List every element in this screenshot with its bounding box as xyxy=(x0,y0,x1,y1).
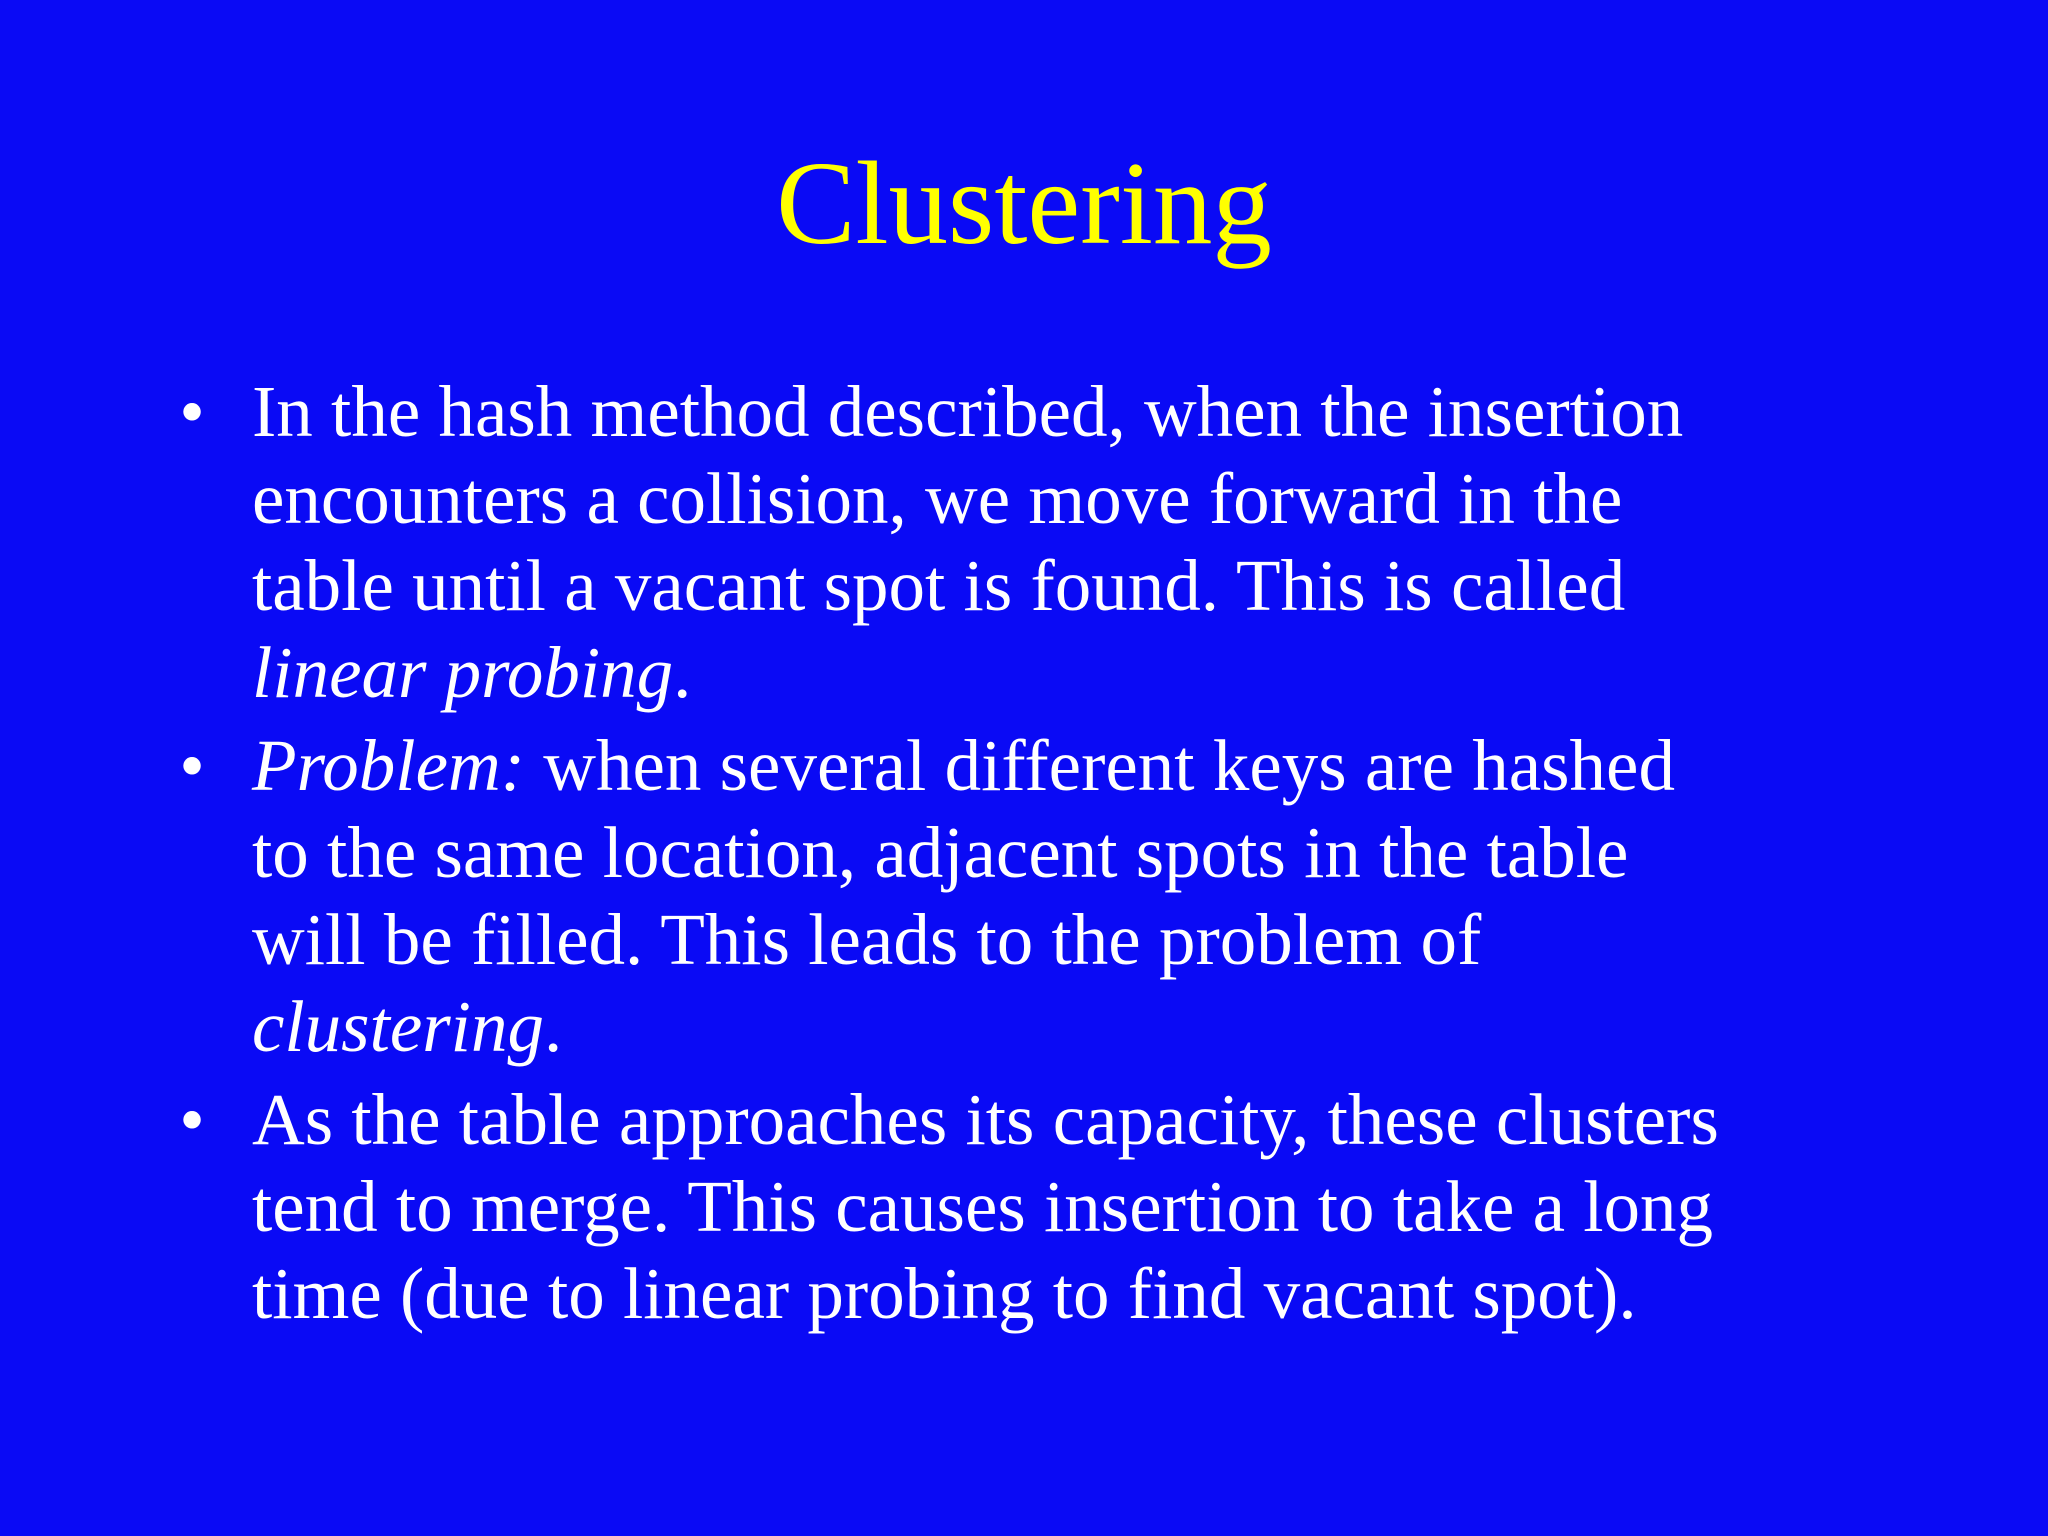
bullet-text xyxy=(252,368,1872,716)
bullet-line: will be filled. This leads to the problem of xyxy=(252,899,1482,980)
slide-title: Clustering xyxy=(776,137,1272,269)
bullet-line: As the table approaches its capacity, these clusters xyxy=(252,1079,1719,1160)
bullet-line: encounters a collision, we move forward in the xyxy=(252,458,1623,539)
punctuation: . xyxy=(673,632,692,713)
bullet-dot: • xyxy=(179,371,205,452)
bullet-text xyxy=(252,1076,1872,1337)
term-problem: Problem: xyxy=(252,725,526,806)
bullet-line: table until a vacant spot is found. This is called xyxy=(252,545,1626,626)
bullet-item-problem xyxy=(172,722,1872,1070)
bullet-text xyxy=(252,722,1872,1070)
bullet-line: tend to merge. This causes insertion to take a long xyxy=(252,1166,1714,1247)
term-linear-probing: linear probing xyxy=(252,632,674,713)
bullet-list xyxy=(172,368,1872,1343)
bullet-line: when several different keys are hashed xyxy=(525,725,1675,806)
bullet-dot: • xyxy=(179,725,205,806)
bullet-item-capacity xyxy=(172,1076,1872,1337)
term-clustering: clustering xyxy=(252,986,544,1067)
bullet-line: In the hash method described, when the insertion xyxy=(252,371,1684,452)
bullet-line: to the same location, adjacent spots in the table xyxy=(252,812,1629,893)
bullet-dot: • xyxy=(179,1079,205,1160)
bullet-item-linear-probing xyxy=(172,368,1872,716)
punctuation: . xyxy=(543,986,563,1067)
bullet-line: time (due to linear probing to find vacant spot). xyxy=(252,1253,1637,1334)
